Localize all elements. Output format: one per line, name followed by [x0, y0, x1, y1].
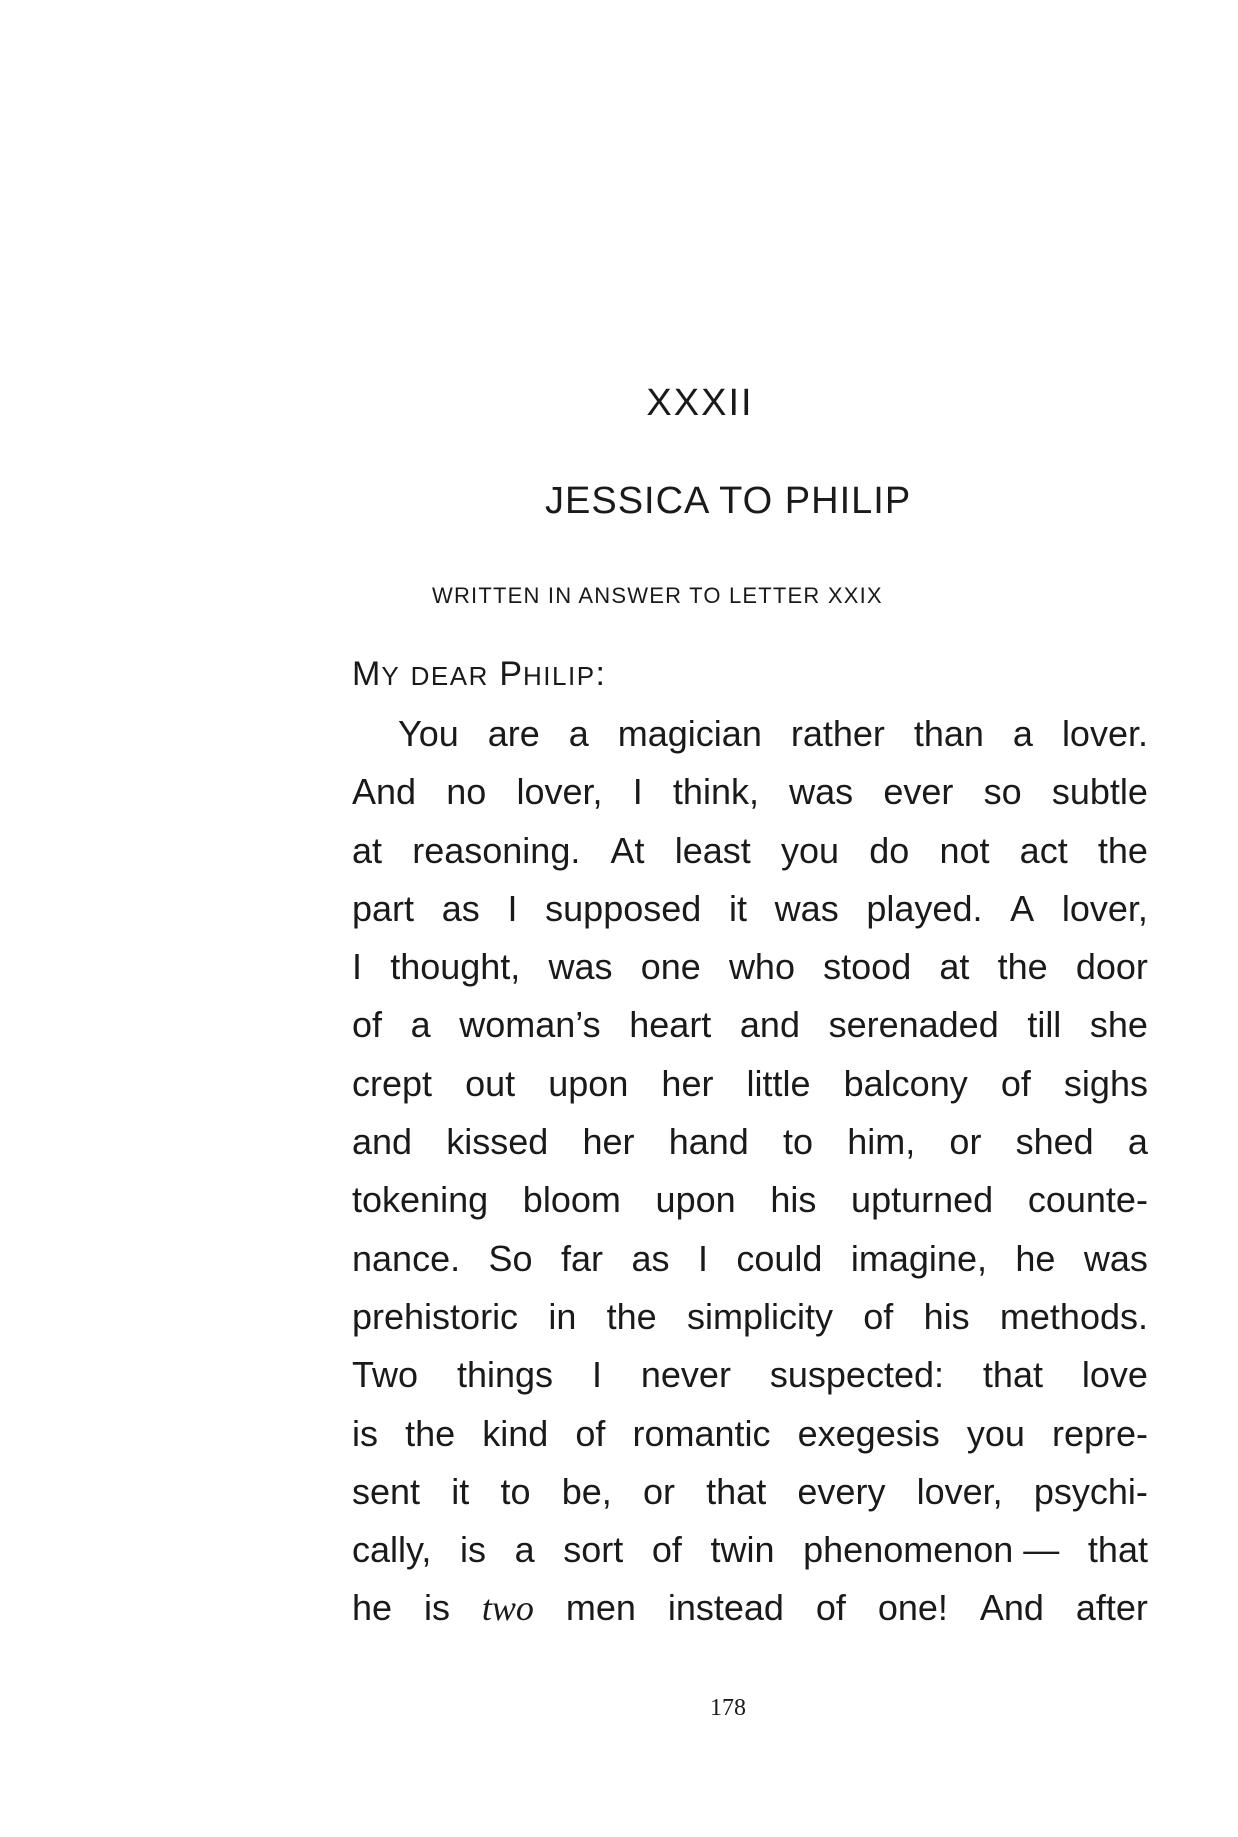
word: part	[352, 887, 415, 929]
word: phenomenon —	[803, 1529, 1060, 1571]
word: subtle	[1051, 771, 1148, 813]
word: rather	[790, 713, 885, 754]
word: it	[451, 1470, 470, 1512]
word: men	[565, 1587, 636, 1629]
word: she	[1089, 1004, 1148, 1046]
word: nance.	[352, 1237, 461, 1279]
word: he	[1015, 1237, 1056, 1279]
word: the	[606, 1295, 657, 1337]
word: bloom	[522, 1179, 621, 1221]
word: little	[746, 1062, 811, 1104]
word: was	[774, 887, 839, 929]
word: after	[1075, 1587, 1148, 1629]
word: it	[728, 887, 747, 929]
word: instead	[667, 1587, 784, 1629]
word: stood	[823, 946, 912, 988]
text-line	[352, 1346, 1148, 1404]
word: his	[770, 1179, 817, 1221]
word: the	[1097, 829, 1148, 871]
text-line	[352, 1405, 1148, 1463]
word: who	[728, 946, 795, 988]
word: least	[674, 829, 751, 871]
word: the	[997, 946, 1048, 988]
text-line	[352, 938, 1148, 996]
word: balcony	[843, 1062, 968, 1104]
word: played.	[866, 887, 983, 929]
word: him,	[847, 1121, 916, 1163]
word: and	[739, 1004, 800, 1046]
word: at	[352, 829, 383, 871]
word: of	[863, 1295, 894, 1337]
word: So	[488, 1237, 533, 1279]
word: a	[1127, 1121, 1148, 1163]
word: her	[661, 1062, 714, 1104]
word: upon	[655, 1179, 736, 1221]
chapter-title: JESSICA TO PHILIP	[545, 480, 912, 522]
word: I	[632, 771, 643, 813]
text-line	[352, 996, 1148, 1054]
word: of	[651, 1529, 682, 1571]
word: his	[923, 1295, 970, 1337]
word: serenaded	[828, 1004, 999, 1046]
word: I	[591, 1354, 602, 1396]
word: that	[982, 1354, 1043, 1396]
word: You	[398, 713, 459, 754]
word: as	[441, 887, 480, 929]
word: two	[481, 1588, 534, 1629]
text-line	[352, 1230, 1148, 1288]
word: sighs	[1063, 1062, 1148, 1104]
word: love	[1081, 1354, 1148, 1396]
word: are	[487, 713, 540, 754]
word: act	[1019, 829, 1068, 871]
word: crept	[352, 1062, 433, 1104]
word: a	[568, 713, 589, 754]
word: supposed	[545, 887, 702, 929]
letter-body	[352, 705, 1148, 1638]
word: the	[405, 1412, 456, 1454]
word: psychi-	[1033, 1470, 1148, 1512]
text-line	[352, 1113, 1148, 1171]
text-line	[352, 763, 1148, 821]
text-line	[352, 1463, 1148, 1521]
word: far	[561, 1237, 604, 1279]
word: you	[966, 1412, 1025, 1454]
word: is	[423, 1587, 450, 1629]
word: magician	[617, 713, 762, 754]
word: exegesis	[797, 1412, 940, 1454]
word: or	[949, 1121, 982, 1163]
word: never	[640, 1354, 731, 1396]
word: a	[410, 1004, 431, 1046]
text-line	[352, 1055, 1148, 1113]
salutation-colon: :	[595, 655, 606, 693]
word: you	[780, 829, 840, 871]
word: And	[352, 771, 417, 813]
word: romantic	[632, 1412, 771, 1454]
word: one!	[877, 1587, 948, 1629]
word: thought,	[390, 946, 521, 988]
word: every	[797, 1470, 886, 1512]
word: than	[913, 713, 984, 754]
word: till	[1027, 1004, 1062, 1046]
word: And	[979, 1587, 1044, 1629]
text-line	[352, 1579, 1148, 1637]
word: a	[514, 1529, 535, 1571]
word: I	[697, 1237, 708, 1279]
chapter-subtitle: WRITTEN IN ANSWER TO LETTER XXIX	[432, 583, 883, 608]
salutation	[352, 655, 606, 694]
word: be,	[561, 1470, 612, 1512]
word: ever	[883, 771, 954, 813]
word: shed	[1015, 1121, 1094, 1163]
word: one	[640, 946, 701, 988]
word: upturned	[851, 1179, 994, 1221]
word: twin	[710, 1529, 775, 1571]
word: lover,	[1061, 887, 1148, 929]
word: no	[446, 771, 487, 813]
word: repre-	[1051, 1412, 1148, 1454]
word: of	[352, 1004, 383, 1046]
word: kind	[482, 1412, 549, 1454]
word: to	[500, 1470, 531, 1512]
word: door	[1075, 946, 1148, 988]
word: I	[507, 887, 518, 929]
word: to	[783, 1121, 814, 1163]
word: do	[869, 829, 910, 871]
word: tokening	[352, 1179, 489, 1221]
word: lover,	[516, 771, 603, 813]
word: or	[642, 1470, 675, 1512]
text-line	[352, 822, 1148, 880]
word: is	[352, 1412, 378, 1454]
text-line	[352, 880, 1148, 938]
text-line	[352, 1171, 1148, 1229]
word: hand	[668, 1121, 749, 1163]
salutation-hilip: HILIP	[523, 661, 596, 691]
word: was	[789, 771, 854, 813]
word: was	[548, 946, 613, 988]
salutation-y: Y	[381, 661, 401, 691]
word: her	[582, 1121, 635, 1163]
salutation-m: M	[352, 655, 382, 693]
word: as	[631, 1237, 670, 1279]
word: simplicity	[686, 1295, 833, 1337]
text-line	[352, 1521, 1148, 1579]
word: things	[456, 1354, 554, 1396]
text-line	[352, 1288, 1148, 1346]
word: of	[815, 1587, 846, 1629]
word: in	[548, 1295, 577, 1337]
word: prehistoric	[352, 1295, 519, 1337]
salutation-dear: DEAR	[410, 661, 489, 691]
text-line	[352, 705, 1148, 763]
salutation-p: P	[499, 655, 524, 693]
word: sort	[563, 1529, 624, 1571]
word: of	[575, 1412, 606, 1454]
word: that	[1087, 1529, 1148, 1571]
word: imagine,	[850, 1237, 987, 1279]
word: a	[1012, 713, 1033, 754]
word: at	[939, 946, 970, 988]
word: was	[1083, 1237, 1148, 1279]
chapter-number: XXXII	[646, 382, 754, 424]
word: lover,	[916, 1470, 1003, 1512]
word: suspected:	[769, 1354, 944, 1396]
word: think,	[672, 771, 759, 813]
word: not	[939, 829, 990, 871]
word: heart	[629, 1004, 712, 1046]
word: sent	[352, 1470, 421, 1512]
word: woman’s	[459, 1004, 601, 1046]
word: upon	[548, 1062, 629, 1104]
word: lover.	[1061, 713, 1148, 754]
word: reasoning.	[412, 829, 581, 871]
word: counte-	[1027, 1179, 1148, 1221]
word: kissed	[446, 1121, 549, 1163]
word: At	[610, 829, 645, 871]
word: I	[352, 946, 363, 988]
word: cally,	[352, 1529, 432, 1571]
word: is	[459, 1529, 486, 1571]
word: A	[1010, 887, 1035, 929]
word: could	[736, 1237, 823, 1279]
word: that	[706, 1470, 767, 1512]
word: and	[352, 1121, 413, 1163]
word: of	[1000, 1062, 1031, 1104]
word: methods.	[999, 1295, 1148, 1337]
word: so	[983, 771, 1022, 813]
word: he	[352, 1587, 393, 1629]
word: Two	[352, 1354, 419, 1396]
word: out	[465, 1062, 516, 1104]
page-number: 178	[710, 1695, 746, 1721]
